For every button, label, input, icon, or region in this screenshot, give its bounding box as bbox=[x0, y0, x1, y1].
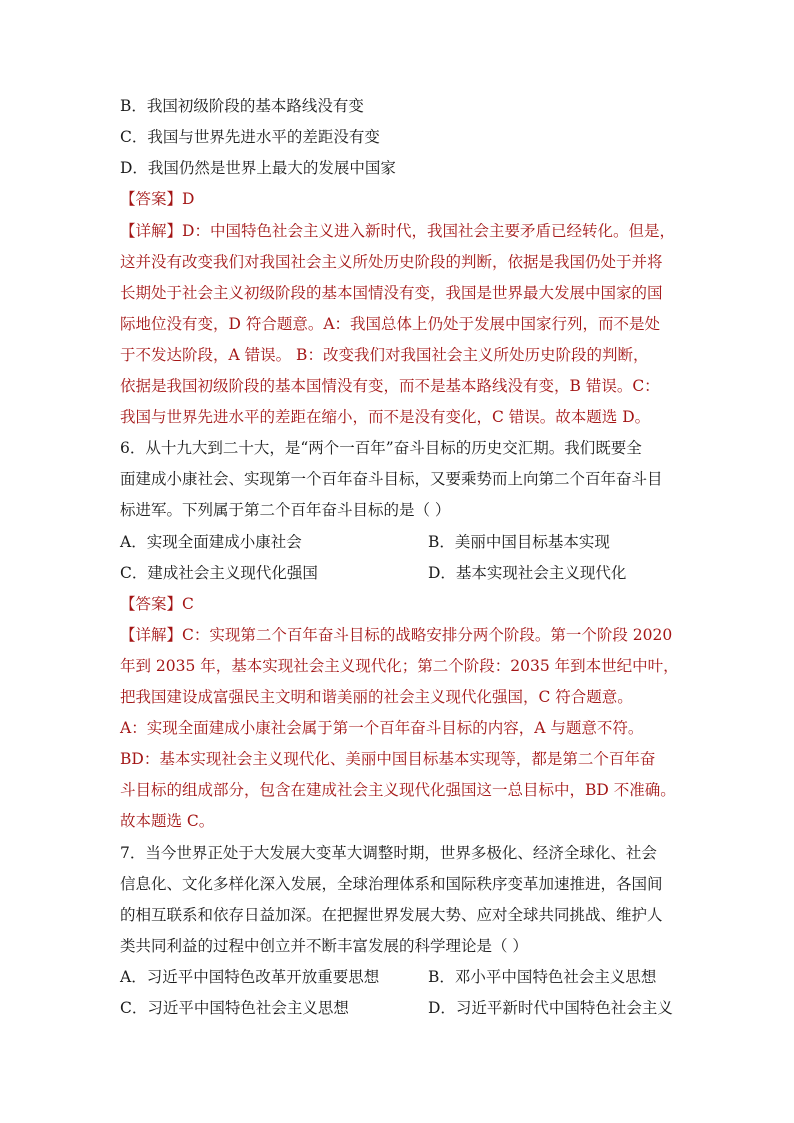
q6-explain-line-5: BD：基本实现社会主义现代化、美丽中国目标基本实现等，都是第二个百年奋 bbox=[120, 750, 656, 768]
explain-tag: 【详解】 bbox=[120, 222, 183, 240]
q6-stem-line-3: 标进军。下列属于第二个百年奋斗目标的是（ ） bbox=[120, 501, 451, 519]
q6-stem-line-1: 6．从十九大到二十大，是“两个一百年”奋斗目标的历史交汇期。我们既要全 bbox=[120, 439, 642, 457]
answer-value: C bbox=[182, 595, 194, 613]
q6-explain-line-6: 斗目标的组成部分，包含在建成社会主义现代化强国这一总目标中，BD 不准确。 bbox=[120, 781, 676, 799]
q6-explain-line-2: 年到 2035 年，基本实现社会主义现代化；第二个阶段：2035 年到本世纪中叶， bbox=[120, 657, 679, 675]
q7-option-a: A．习近平中国特色改革开放重要思想 bbox=[120, 968, 380, 986]
q7-option-c: C．习近平中国特色社会主义思想 bbox=[120, 999, 349, 1017]
q7-stem-line-2: 信息化、文化多样化深入发展，全球治理体系和国际秩序变革加速推进，各国间 bbox=[120, 875, 663, 893]
explain-text: C：实现第二个百年奋斗目标的战略安排分两个阶段。第一个阶段 2020 bbox=[182, 626, 673, 644]
q6-option-d: D．基本实现社会主义现代化 bbox=[428, 564, 627, 582]
answer-tag: 【答案】 bbox=[120, 595, 183, 613]
q5-explain-line-7: 我国与世界先进水平的差距在缩小，而不是没有变化，C 错误。故本题选 D。 bbox=[120, 408, 651, 426]
answer-tag: 【答案】 bbox=[120, 190, 183, 208]
q5-option-d: D．我国仍然是世界上最大的发展中国家 bbox=[120, 159, 396, 177]
q7-option-d: D．习近平新时代中国特色社会主义 bbox=[428, 999, 673, 1017]
q5-explain-line-4: 际地位没有变，D 符合题意。A：我国总体上仍处于发展中国家行列，而不是处 bbox=[120, 315, 661, 333]
q5-explain-line-5: 于不发达阶段，A 错误。 B：改变我们对我国社会主义所处历史阶段的判断， bbox=[120, 346, 649, 364]
q5-explain-line-3: 长期处于社会主义初级阶段的基本国情没有变，我国是世界最大发展中国家的国 bbox=[120, 284, 663, 302]
explain-text: D：中国特色社会主义进入新时代，我国社会主要矛盾已经转化。但是， bbox=[182, 222, 675, 240]
q7-stem-line-4: 类共同利益的过程中创立并不断丰富发展的科学理论是（ ） bbox=[120, 937, 528, 955]
q7-stem-line-3: 的相互联系和依存日益加深。在把握世界发展大势、应对全球共同挑战、维护人 bbox=[120, 906, 663, 924]
q7-stem-line-1: 7．当今世界正处于大发展大变革大调整时期，世界多极化、经济全球化、社会 bbox=[120, 844, 657, 862]
q5-answer bbox=[120, 187, 194, 211]
q5-option-c: C．我国与世界先进水平的差距没有变 bbox=[120, 128, 380, 146]
q7-option-b: B．邓小平中国特色社会主义思想 bbox=[428, 968, 657, 986]
q6-explain-line-7: 故本题选 C。 bbox=[120, 812, 215, 830]
q6-option-c: C．建成社会主义现代化强国 bbox=[120, 564, 318, 582]
q5-explain-line-2: 这并没有改变我们对我国社会主义所处历史阶段的判断，依据是我国仍处于并将 bbox=[120, 253, 663, 271]
q6-explain-line-3: 把我国建设成富强民主文明和谐美丽的社会主义现代化强国，C 符合题意。 bbox=[120, 688, 633, 706]
q6-stem-line-2: 面建成小康社会、实现第一个百年奋斗目标，又要乘势而上向第二个百年奋斗目 bbox=[120, 470, 663, 488]
q5-explain-line-1 bbox=[120, 219, 675, 243]
q5-option-b: B．我国初级阶段的基本路线没有变 bbox=[120, 97, 364, 115]
answer-value: D bbox=[182, 190, 195, 208]
q5-explain-line-6: 依据是我国初级阶段的基本国情没有变，而不是基本路线没有变，B 错误。C： bbox=[120, 377, 660, 395]
q6-answer bbox=[120, 592, 194, 616]
q6-explain-line-4: A：实现全面建成小康社会属于第一个百年奋斗目标的内容，A 与题意不符。 bbox=[120, 719, 644, 737]
q6-option-a: A．实现全面建成小康社会 bbox=[120, 533, 302, 551]
q6-option-b: B．美丽中国目标基本实现 bbox=[428, 533, 610, 551]
explain-tag: 【详解】 bbox=[120, 626, 183, 644]
q6-explain-line-1 bbox=[120, 623, 672, 647]
